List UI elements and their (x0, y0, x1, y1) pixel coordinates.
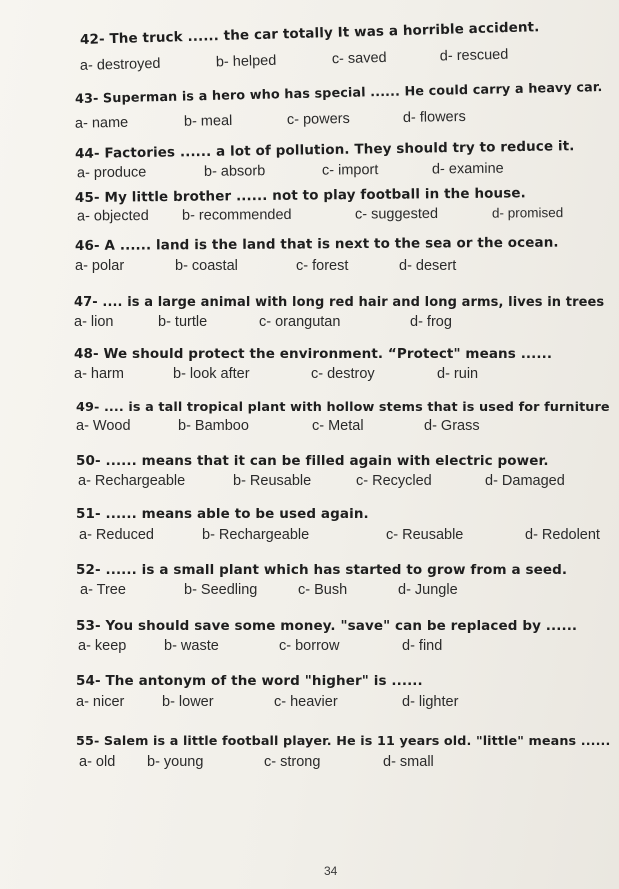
option-45-c: c- suggested (354, 205, 439, 223)
question-44: 44- Factories ...... a lot of pollution. They should try to reduce it. (74, 138, 575, 162)
option-48-a: a- harm (74, 366, 124, 382)
option-55-a: a- old (79, 754, 116, 770)
page-number: 34 (324, 864, 338, 878)
question-47: 47- .... is a large animal with long red hair and long arms, lives in trees (74, 295, 605, 310)
option-43-d: d- flowers (402, 108, 466, 126)
option-52-d: d- Jungle (398, 582, 458, 598)
option-55-d: d- small (383, 754, 434, 770)
option-44-c: c- import (321, 162, 379, 179)
options-48 (0, 366, 619, 386)
options-51 (0, 527, 619, 547)
question-42: 42- The truck ...... the car totally It was a horrible accident. (79, 19, 540, 48)
options-49 (0, 418, 619, 438)
option-50-a: a- Rechargeable (78, 473, 186, 489)
option-45-d: d- promised (491, 205, 564, 221)
question-45: 45- My little brother ...... not to play football in the house. (74, 185, 526, 206)
option-44-d: d- examine (431, 160, 504, 178)
question-46: 46- A ...... land is the land that is next to the sea or the ocean. (74, 234, 559, 254)
option-42-b: b- helped (215, 52, 277, 71)
option-51-d: d- Redolent (525, 527, 600, 543)
option-51-a: a- Reduced (79, 527, 154, 543)
option-47-c: c- orangutan (259, 314, 341, 330)
option-42-c: c- saved (331, 49, 387, 68)
question-55: 55- Salem is a little football player. He is 11 years old. "little" means ...... (76, 734, 611, 749)
option-52-a: a- Tree (80, 582, 126, 598)
question-49: 49- .... is a tall tropical plant with hollow stems that is used for furniture (76, 400, 610, 415)
option-42-a: a- destroyed (79, 55, 161, 74)
option-46-b: b- coastal (175, 258, 238, 274)
option-54-d: d- lighter (402, 694, 459, 710)
question-51: 51- ...... means able to be used again. (76, 506, 369, 522)
option-53-a: a- keep (78, 638, 127, 654)
option-54-a: a- nicer (76, 694, 125, 710)
question-52: 52- ...... is a small plant which has started to grow from a seed. (76, 562, 568, 578)
options-45 (0, 205, 619, 229)
option-51-c: c- Reusable (386, 527, 464, 543)
options-47 (0, 314, 619, 334)
option-53-b: b- waste (164, 638, 219, 654)
option-49-b: b- Bamboo (178, 418, 249, 434)
option-54-b: b- lower (162, 694, 214, 710)
option-42-d: d- rescued (439, 46, 509, 65)
option-43-c: c- powers (286, 110, 350, 128)
option-47-d: d- frog (410, 314, 452, 330)
question-43: 43- Superman is a hero who has special ...... He could carry a heavy car. (74, 80, 603, 107)
options-42 (0, 44, 619, 80)
options-46 (0, 258, 619, 278)
option-44-b: b- absorb (203, 163, 266, 180)
option-46-d: d- desert (399, 258, 457, 274)
option-44-a: a- produce (76, 164, 147, 182)
options-54 (0, 694, 619, 714)
option-51-b: b- Rechargeable (202, 527, 310, 543)
options-55 (0, 754, 619, 774)
options-44 (0, 160, 619, 186)
option-48-c: c- destroy (311, 366, 375, 382)
option-47-a: a- lion (74, 314, 114, 330)
option-53-c: c- borrow (279, 638, 340, 654)
option-46-a: a- polar (75, 258, 125, 274)
option-43-a: a- name (74, 114, 129, 132)
option-55-b: b- young (147, 754, 204, 770)
options-50 (0, 473, 619, 493)
options-53 (0, 638, 619, 658)
option-50-c: c- Recycled (356, 473, 432, 489)
option-50-b: b- Reusable (233, 473, 312, 489)
option-49-a: a- Wood (76, 418, 131, 434)
option-46-c: c- forest (296, 258, 349, 274)
option-48-d: d- ruin (437, 366, 479, 382)
option-48-b: b- look after (173, 366, 250, 382)
option-50-d: d- Damaged (485, 473, 565, 489)
question-50: 50- ...... means that it can be filled again with electric power. (76, 453, 549, 469)
question-48: 48- We should protect the environment. “Protect" means ...... (74, 346, 553, 362)
option-52-b: b- Seedling (184, 582, 258, 598)
options-52 (0, 582, 619, 602)
options-43 (0, 106, 619, 137)
option-55-c: c- strong (264, 754, 321, 770)
question-53: 53- You should save some money. "save" can be replaced by ...... (76, 618, 578, 634)
option-45-a: a- objected (76, 207, 149, 225)
option-49-d: d- Grass (424, 418, 480, 434)
option-43-b: b- meal (183, 112, 233, 130)
option-52-c: c- Bush (298, 582, 348, 598)
option-45-b: b- recommended (181, 206, 292, 224)
option-54-c: c- heavier (274, 694, 338, 710)
question-54: 54- The antonym of the word "higher" is ...... (76, 673, 423, 689)
option-47-b: b- turtle (158, 314, 208, 330)
option-49-c: c- Metal (312, 418, 364, 434)
option-53-d: d- find (402, 638, 443, 654)
